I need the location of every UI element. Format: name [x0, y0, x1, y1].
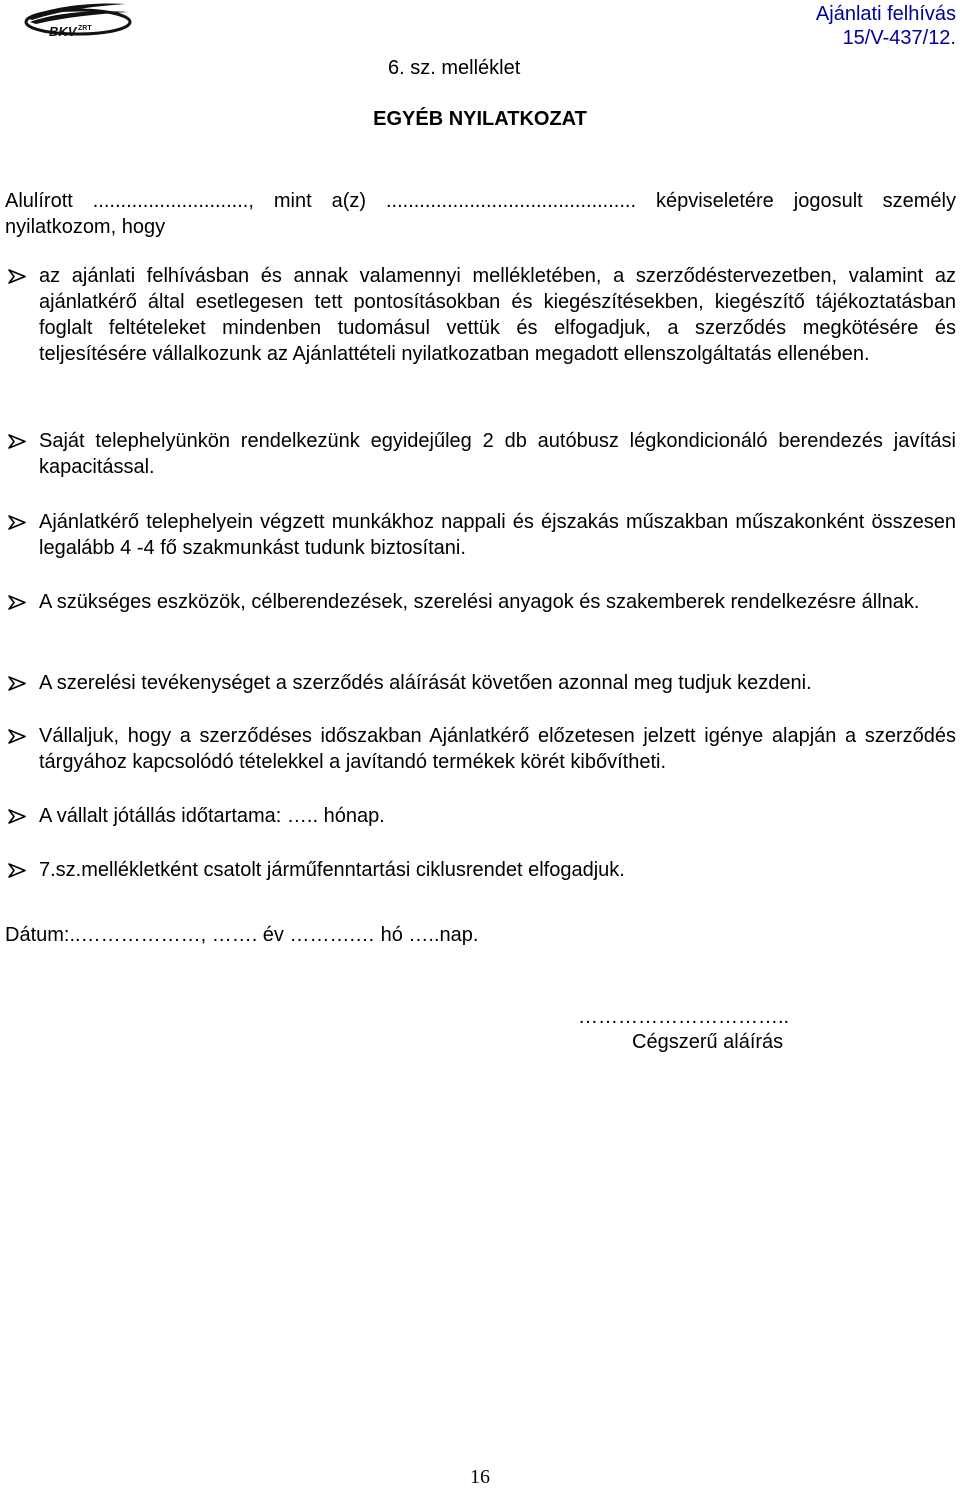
arrow-bullet-icon [8, 595, 26, 610]
arrow-bullet-icon [8, 434, 26, 449]
arrow-bullet-icon [8, 863, 26, 878]
annex-label: 6. sz. melléklet [388, 57, 521, 79]
intro-paragraph: Alulírott ............................, mint a(z) ............................................. képviseletére jogosult személy nyilatkozom, hogy [5, 190, 956, 238]
list-item [8, 670, 956, 696]
list-item-text: A szerelési tevékenységet a szerződés aláírását követően azonnal meg tudjuk kezdeni. [39, 672, 812, 694]
list-item [8, 589, 956, 615]
list-item [8, 803, 956, 829]
signature-label: Cégszerű aláírás [632, 1031, 784, 1053]
svg-text:ZRT: ZRT [78, 25, 92, 32]
list-item-text: A vállalt jótállás időtartama: ….. hónap. [39, 805, 385, 827]
doc-number: 15/V-437/12. [842, 27, 956, 49]
list-item-text: Ajánlatkérő telephelyein végzett munkákhoz nappali és éjszakás műszakban műszakonként összesen legalább 4 -4 fő szakmunkást tudunk biztosítani. [39, 511, 956, 559]
arrow-bullet-icon [8, 515, 26, 530]
list-item-text: az ajánlati felhívásban és annak valamennyi mellékletében, a szerződéstervezetben, valamint az ajánlatkérő által esetlegesen tett pontosításokban és kiegészítésekben, kiegészítő tájékoztatásban foglalt feltételeket mindenben tudomásul vettük és elfogadjuk, a szerződés megkötésére és teljesítésére vállalkozunk az Ajánlattételi nyilatkozatban megadott ellenszolgáltatás ellenében. [39, 265, 956, 365]
list-item-text: Vállaljuk, hogy a szerződéses időszakban Ajánlatkérő előzetesen jelzett igénye alapján a szerződés tárgyához kapcsolódó tételekkel a javítandó termékek körét kibővítheti. [39, 725, 956, 773]
list-item [8, 857, 956, 883]
arrow-bullet-icon [8, 729, 26, 744]
svg-text:BKV: BKV [49, 24, 77, 39]
arrow-bullet-icon [8, 676, 26, 691]
arrow-bullet-icon [8, 809, 26, 824]
page-number: 16 [470, 1466, 490, 1488]
header-right [816, 2, 956, 50]
list-item [8, 723, 956, 775]
date-line: Dátum:..………………, ……. év ……….… hó …..nap. [5, 924, 479, 946]
list-item [8, 428, 956, 480]
list-item-text: 7.sz.mellékletként csatolt járműfenntartási ciklusrendet elfogadjuk. [39, 859, 625, 881]
list-item [8, 509, 956, 561]
arrow-bullet-icon [8, 269, 26, 284]
signature-line: ………………………….. [578, 1006, 790, 1028]
list-item-text: Saját telephelyünkön rendelkezünk egyidejűleg 2 db autóbusz légkondicionáló berendezés javítási kapacitással. [39, 430, 956, 478]
doc-type: Ajánlati felhívás [815, 3, 956, 25]
list-item [8, 263, 956, 367]
bkv-logo [22, 0, 134, 40]
list-item-text: A szükséges eszközök, célberendezések, szerelési anyagok és szakemberek rendelkezésre állnak. [39, 591, 920, 613]
page-title: EGYÉB NYILATKOZAT [373, 108, 587, 130]
